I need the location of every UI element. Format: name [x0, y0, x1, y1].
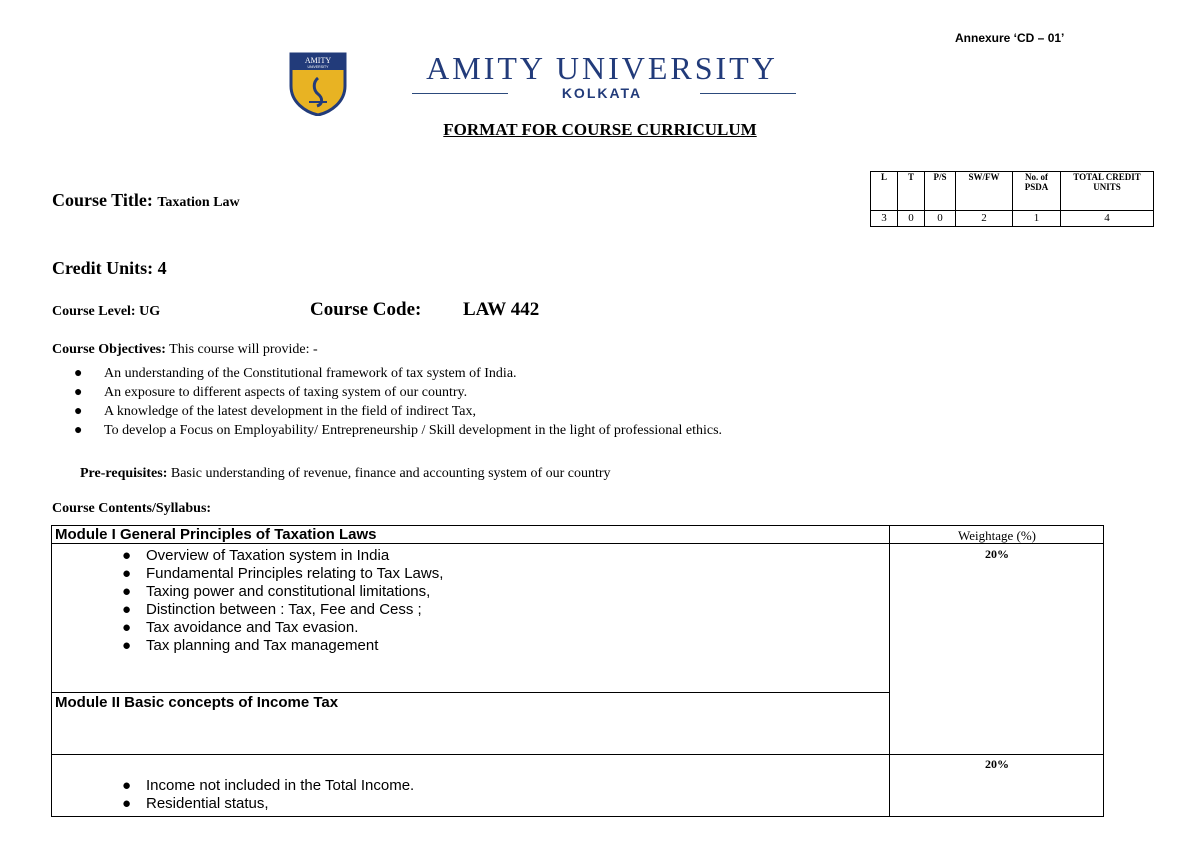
course-code-value: LAW 442: [463, 299, 540, 320]
bullet-icon: ●: [122, 565, 132, 582]
weightage-header: Weightage (%): [958, 528, 1036, 543]
prerequisites: [80, 466, 611, 482]
format-title: FORMAT FOR COURSE CURRICULUM: [443, 120, 757, 139]
credit-value-swfw: 2: [956, 211, 1013, 227]
course-code-label: Course Code:: [310, 299, 422, 320]
credit-units: Credit Units: 4: [52, 258, 167, 278]
logo-text: AMITY: [304, 56, 332, 65]
university-logo: [287, 50, 349, 116]
course-title: [52, 190, 240, 211]
objectives-label: Course Objectives:: [52, 342, 166, 357]
column-divider: [889, 526, 890, 816]
bullet-icon: ●: [122, 583, 132, 600]
list-item: ● To develop a Focus on Employability/ Entrepreneurship / Skill development in the light of professional ethics.: [74, 423, 723, 438]
credit-value-total: 4: [1061, 211, 1154, 227]
credit-header-l: L: [871, 172, 898, 211]
list-item: ● Distinction between : Tax, Fee and Cess ;: [122, 601, 422, 618]
prerequisites-text: Basic understanding of revenue, finance and accounting system of our country: [167, 466, 611, 481]
module-2-title: Module II Basic concepts of Income Tax: [55, 694, 339, 711]
module-divider: [52, 692, 889, 693]
list-item: ● Taxing power and constitutional limitations,: [122, 583, 431, 600]
module-2-topics: [52, 777, 414, 813]
module-1-topics: [52, 547, 443, 655]
module-1-weight: 20%: [985, 547, 1009, 561]
list-item: ● Income not included in the Total Income.: [122, 777, 415, 794]
module-2-weight: 20%: [985, 757, 1009, 771]
university-city: KOLKATA: [561, 85, 643, 101]
credit-value-l: 3: [871, 211, 898, 227]
list-item: ● Tax avoidance and Tax evasion.: [122, 619, 359, 636]
annexure-label: Annexure ‘CD – 01’: [955, 31, 1065, 45]
city-right-rule: [700, 93, 796, 94]
syllabus-table: [51, 525, 1104, 817]
objectives-intro: This course will provide: -: [165, 342, 318, 357]
course-title-label: Course Title:: [52, 190, 153, 210]
list-item: ● An understanding of the Constitutional framework of tax system of India.: [74, 366, 517, 381]
course-title-value: Taxation Law: [157, 195, 240, 210]
credit-value-ps: 0: [925, 211, 956, 227]
credit-header-t: T: [898, 172, 925, 211]
course-level: [52, 304, 160, 320]
bullet-icon: ●: [122, 777, 132, 794]
row-divider: [52, 754, 1103, 755]
list-item: ● Overview of Taxation system in India: [122, 547, 390, 564]
course-level-value: UG: [139, 304, 161, 319]
credit-header-swfw: SW/FW: [956, 172, 1013, 211]
credit-header-psda: No. of PSDA: [1013, 172, 1061, 211]
bullet-icon: ●: [74, 423, 83, 438]
credit-header-ps: P/S: [925, 172, 956, 211]
credit-table: [870, 171, 1154, 227]
bullet-icon: ●: [122, 547, 132, 564]
syllabus-label: Course Contents/Syllabus:: [52, 501, 212, 516]
course-objectives: [52, 342, 318, 358]
course-level-label: Course Level:: [52, 304, 136, 319]
bullet-icon: ●: [74, 404, 83, 419]
list-item: ● A knowledge of the latest development in the field of indirect Tax,: [74, 404, 476, 419]
logo-subtext: UNIVERSITY: [307, 65, 329, 69]
bullet-icon: ●: [122, 601, 132, 618]
bullet-icon: ●: [122, 619, 132, 636]
module-1-title: Module I General Principles of Taxation Laws: [55, 526, 377, 543]
bullet-icon: ●: [74, 366, 83, 381]
bullet-icon: ●: [74, 385, 83, 400]
list-item: ● Fundamental Principles relating to Tax Laws,: [122, 565, 444, 582]
shield-logo-icon: [287, 50, 349, 116]
credit-header-total: TOTAL CREDIT UNITS: [1061, 172, 1154, 211]
list-item: ● Tax planning and Tax management: [122, 637, 379, 654]
credit-value-t: 0: [898, 211, 925, 227]
university-name: AMITY UNIVERSITY: [426, 50, 778, 86]
bullet-icon: ●: [122, 795, 132, 812]
prerequisites-label: Pre-requisites:: [80, 466, 168, 481]
list-item: ● Residential status,: [122, 795, 269, 812]
list-item: ● An exposure to different aspects of taxing system of our country.: [74, 385, 468, 400]
credit-table-value-row: [871, 211, 1154, 227]
objectives-list: [52, 364, 952, 440]
bullet-icon: ●: [122, 637, 132, 654]
credit-value-psda: 1: [1013, 211, 1061, 227]
credit-table-header-row: [871, 172, 1154, 211]
